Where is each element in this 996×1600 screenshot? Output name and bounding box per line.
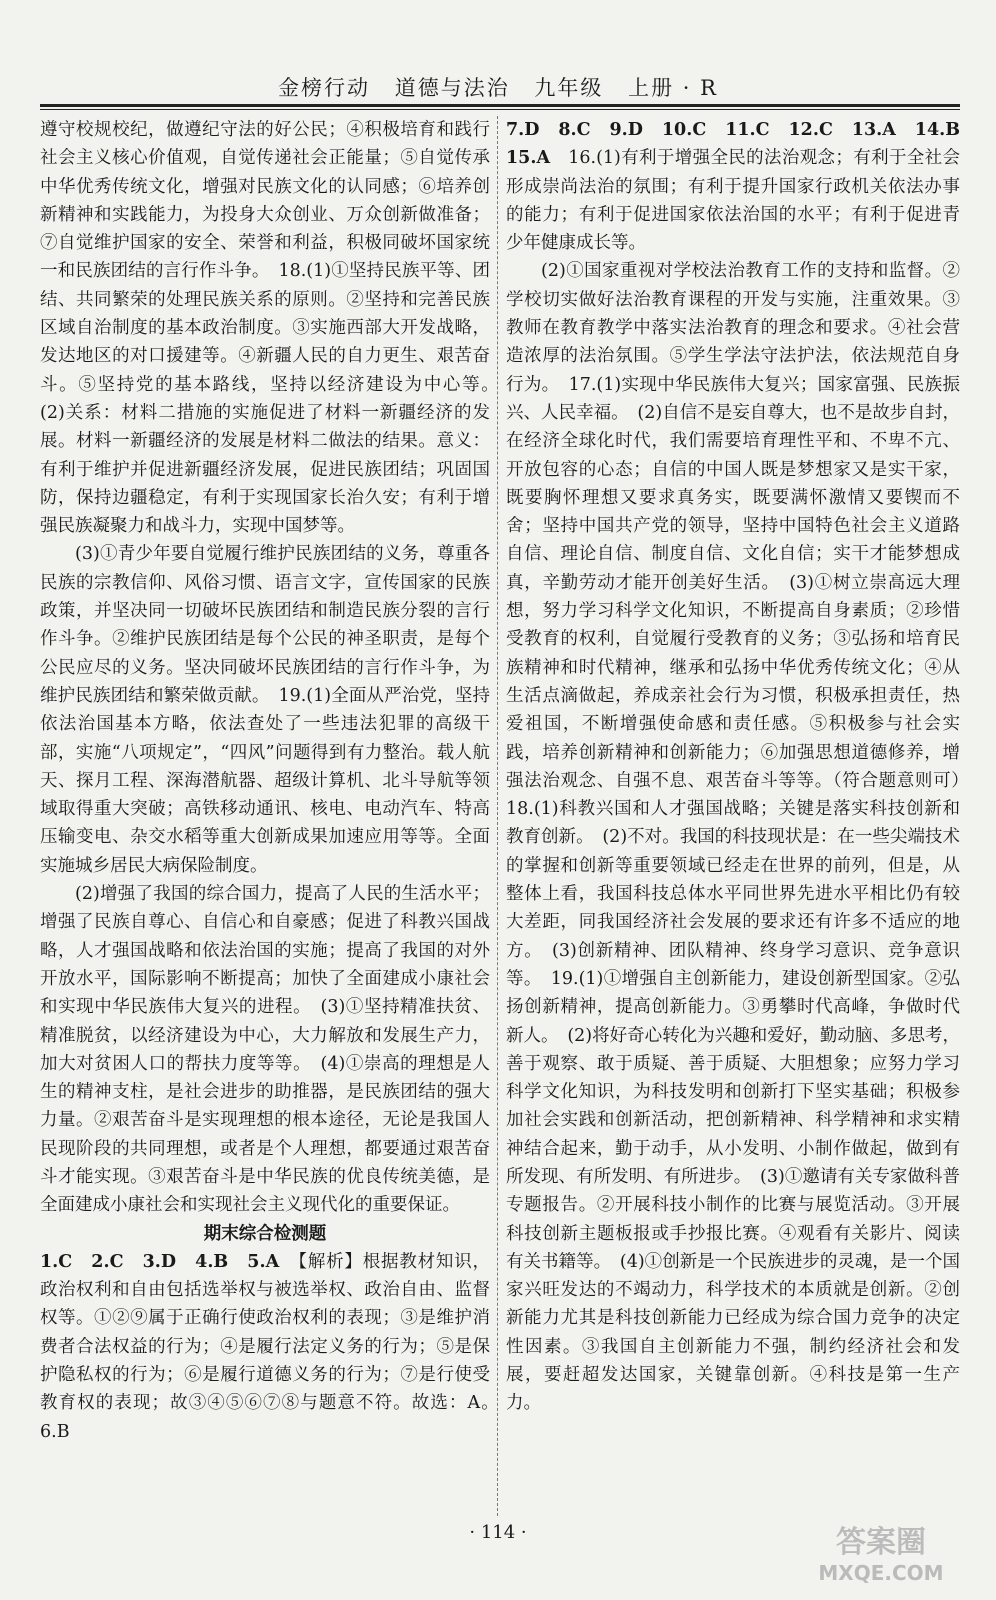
watermark-logo [796,1518,966,1588]
header-grade: 九年级 [534,76,604,100]
svg-text:答案圈: 答案圈 [836,1525,926,1560]
right-paragraph-1 [506,116,978,257]
left-paragraph-4 [40,1248,508,1446]
mc-answers-left: 1.C 2.C 3.D 4.B 5.A [40,1251,280,1272]
header-rule [40,104,960,107]
left-column [40,116,508,1446]
watermark-url: MXQE.COM [818,1561,944,1585]
left-paragraph-2: (3)①青少年要自觉履行维护民族团结的义务，尊重各民族的宗教信仰、风俗习惯、语言文字，宣传国家的民族政策，并坚决同一切破坏民族团结和制造民族分裂的言行作斗争。②维护民族团结是每个公民的神圣职责，是每个公民应尽的义务。坚决同破坏民族团结的言行作斗争，为维护民族团结和繁荣做贡献。 19.(1)全面从严治党，坚持依法治国基本方略，依法查处了一些违法犯罪的高级干部，实施“八项规定”，“四风”问题得到有力整治。载人航天、探月工程、深海潜航器、超级计算机、北斗导航等领域取得重大突破；高铁移动通讯、核电、电动汽车、特高压输变电、杂交水稻等重大创新成果加速应用等等。全面实施城乡居民大病保险制度。 [40,544,490,876]
page-number: · 114 · [469,1522,527,1543]
page-header [0,72,996,102]
section-title: 期末综合检测题 [203,1223,327,1244]
header-rule-thin [40,109,960,110]
header-series: 金榜行动 [278,76,371,100]
header-volume: 上册 · R [628,76,718,100]
mc-answers-right: 7.D 8.C 9.D 10.C 11.C 12.C 13.A 14.B 15.A [506,120,978,169]
q16-text: 16.(1)有利于增强全民的法治观念；有利于全社会形成崇尚法治的氛围；有利于提升国家行政机关依法办事的能力；有利于促进国家依法治国的水平；有利于促进青少年健康成长等。 [506,148,960,254]
analysis-text: 【解析】根据教材知识，政治权利和自由包括选举权与被选举权、政治自由、监督权等。①②⑨属于正确行使政治权利的表现；③是维护消费者合法权益的行为；④是履行法定义务的行为；⑤是保护隐私权的行为；⑥是履行道德义务的行为；⑦是行使受教育权的表现；故③④⑤⑥⑦⑧与题意不符。故选：A。 6.B [40,1251,508,1442]
left-paragraph-3: (2)增强了我国的综合国力，提高了人民的生活水平；增强了民族自尊心、自信心和自豪感；促进了科教兴国战略，人才强国战略和依法治国的实施；提高了我国的对外开放水平，国际影响不断提高；加快了全面建成小康社会和实现中华民族伟大复兴的进程。 (3)①坚持精准扶贫、精准脱贫，以经济建设为中心，大力解放和发展生产力，加大对贫困人口的帮扶力度等等。 (4)①崇高的理想是人生的精神支柱，是社会进步的助推器，是民族团结的强大力量。②艰苦奋斗是实现理想的根本途径，无论是我国人民现阶段的共同理想，或者是个人理想，都要通过艰苦奋斗才能实现。③艰苦奋斗是中华民族的优良传统美德，是全面建成小康社会和实现社会主义现代化的重要保证。 [40,884,490,1216]
right-column [506,116,978,1418]
header-subject: 道德与法治 [394,76,510,100]
right-paragraph-2: (2)①国家重视对学校法治教育工作的支持和监督。②学校切实做好法治教育课程的开发与实施，注重效果。③教师在教育教学中落实法治教育的理念和要求。④社会营造浓厚的法治氛围。⑤学生学法守法护法，依法规范自身行为。 17.(1)实现中华民族伟大复兴；国家富强、民族振兴、人民幸福。 (2)自信不是妄自尊大，也不是故步自封，在经济全球化时代，我们需要培育理性平和、不卑不亢、开放包容的心态；自信的中国人既是梦想家又是实干家，既要胸怀理想又要求真务实，既要满怀激情又要锲而不舍；坚持中国共产党的领导，坚持中国特色社会主义道路自信、理论自信、制度自信、文化自信；实干才能梦想成真，辛勤劳动才能开创美好生活。 (3)①树立崇高远大理想，努力学习科学文化知识，不断提高自身素质；②珍惜受教育的权利，自觉履行受教育的义务；③弘扬和培育民族精神和时代精神，继承和弘扬中华优秀传统文化；④从生活点滴做起，养成亲社会行为习惯，积极承担责任，热爱祖国，不断增强使命感和责任感。⑤积极参与社会实践，培养创新精神和创新能力；⑥加强思想道德修养，增强法治观念、自强不息、艰苦奋斗等等。（符合题意则可） 18.(1)科教兴国和人才强国战略；关键是落实科技创新和教育创新。 (2)不对。我国的科技现状是：在一些尖端技术的掌握和创新等重要领域已经走在世界的前列，但是，从整体上看，我国科技总体水平同世界先进水平相比仍有较大差距，同我国经济社会发展的要求还有许多不适应的地方。 (3)创新精神、团队精神、终身学习意识、竞争意识等。 19.(1)①增强自主创新能力，建设创新型国家。②弘扬创新精神，提高创新能力。③勇攀时代高峰，争做时代新人。 (2)将好奇心转化为兴趣和爱好，勤动脑、多思考，善于观察、敢于质疑、善于质疑、大胆想象；应努力学习科学文化知识，为科技发明和创新打下坚实基础；积极参加社会实践和创新活动，把创新精神、科学精神和求实精神结合起来，勤于动手，从小发明、小制作做起，做到有所发现、有所发明、有所进步。 (3)①邀请有关专家做科普专题报告。②开展科技小制作的比赛与展览活动。③开展科技创新主题板报或手抄报比赛。④观看有关影片、阅读有关书籍等。 (4)①创新是一个民族进步的灵魂，是一个国家兴旺发达的不竭动力，科学技术的本质就是创新。②创新能力尤其是科技创新能力已经成为综合国力竞争的决定性因素。③我国自主创新能力不强，制约经济社会和发展，要赶超发达国家，关键靠创新。④科技是第一生产力。 [506,261,978,1414]
column-divider [497,116,498,1516]
left-paragraph-1: 遵守校规校纪，做遵纪守法的好公民；④积极培育和践行社会主义核心价值观，自觉传递社会正能量；⑤自觉传承中华优秀传统文化，增强对民族文化的认同感；⑥培养创新精神和实践能力，为投身大众创业、万众创新做准备；⑦自觉维护国家的安全、荣誉和利益，积极同破坏国家统一和民族团结的言行作斗争。 18.(1)①坚持民族平等、团结、共同繁荣的处理民族关系的原则。②坚持和完善民族区域自治制度的基本政治制度。③实施西部大开发战略，发达地区的对口援建等。④新疆人民的自力更生、艰苦奋斗。⑤坚持党的基本路线，坚持以经济建设为中心等。 (2)关系：材料二措施的实施促进了材料一新疆经济的发展。材料一新疆经济的发展是材料二做法的结果。意义：有利于维护并促进新疆经济发展，促进民族团结；巩固国防，保持边疆稳定，有利于实现国家长治久安；有利于增强民族凝聚力和战斗力，实现中国梦等。 [40,120,508,537]
